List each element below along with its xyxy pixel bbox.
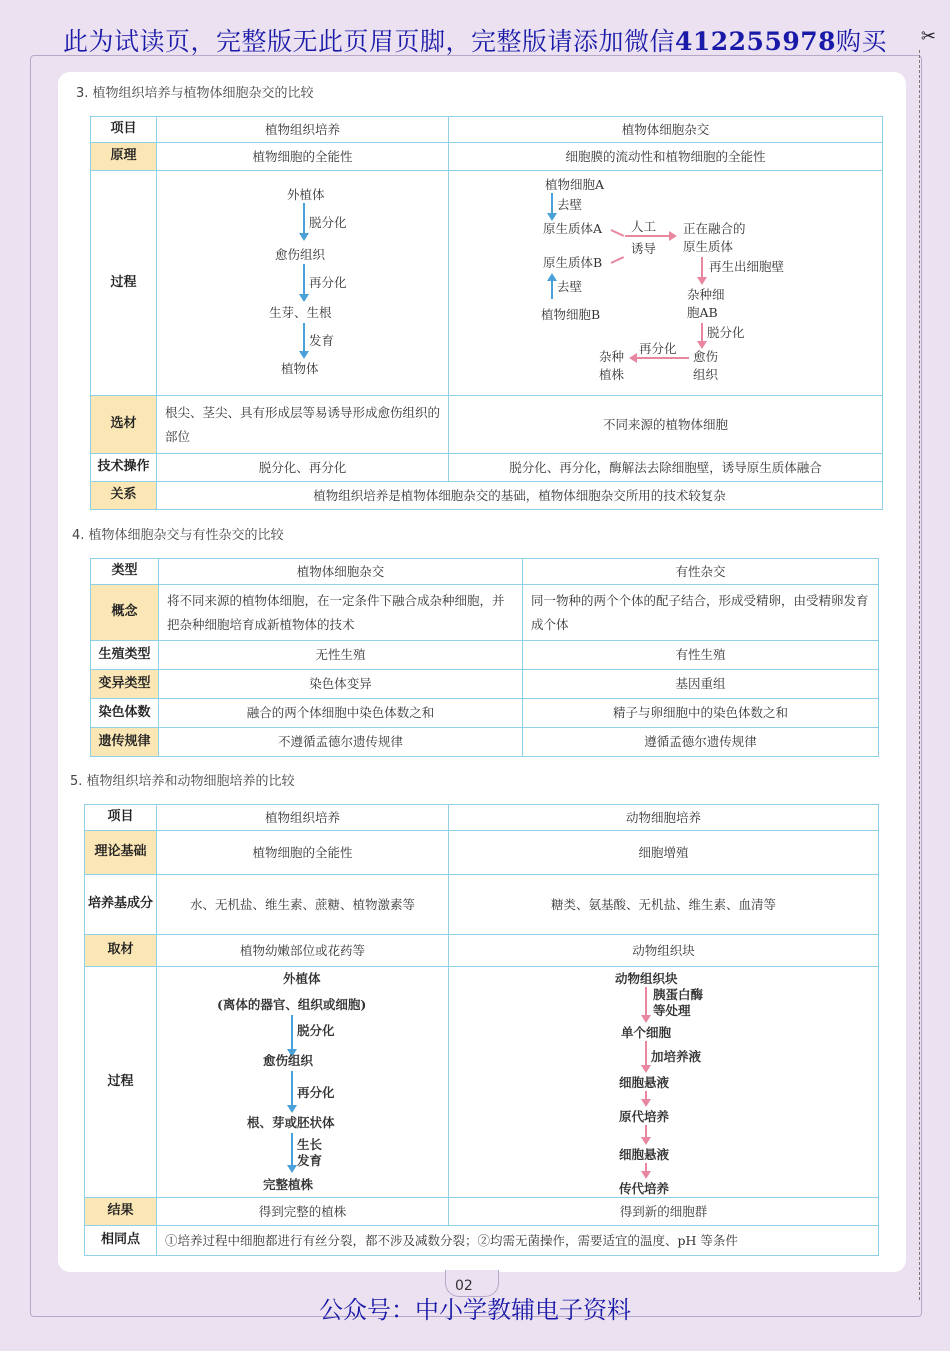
table-cell: 水、无机盐、维生素、蔗糖、植物激素等 <box>157 875 449 935</box>
arrow-down-icon <box>645 1041 647 1071</box>
flow-step: 加培养液 <box>651 1049 702 1064</box>
table-header: 类型 <box>91 559 159 585</box>
flow-node: 植株 <box>599 367 625 382</box>
flow-step: 再分化 <box>639 341 677 356</box>
scissors-icon: ✂ <box>920 26 936 47</box>
flow-node: 胞AB <box>687 305 718 320</box>
flow-step: 诱导 <box>631 241 657 256</box>
table-cell: 基因重组 <box>523 670 879 699</box>
table-cell: 得到新的细胞群 <box>449 1198 879 1226</box>
row-label: 概念 <box>91 585 159 641</box>
flow-step: 再分化 <box>309 275 347 290</box>
table-cell: 无性生殖 <box>159 641 523 670</box>
flow-node: 植物细胞A <box>545 177 605 192</box>
flow-node: 外植体 <box>287 187 325 202</box>
row-label: 变异类型 <box>91 670 159 699</box>
flow-cell <box>449 171 883 396</box>
table-header: 植物体细胞杂交 <box>159 559 523 585</box>
flow-node: 正在融合的 <box>683 221 746 236</box>
join-line <box>611 256 625 264</box>
flow-node: 原生质体 <box>683 239 734 254</box>
flow-node: 生芽、生根 <box>269 305 332 320</box>
table-cell: 植物细胞的全能性 <box>157 831 449 875</box>
join-line <box>611 229 625 237</box>
row-label: 关系 <box>91 482 157 510</box>
flow-node: 组织 <box>693 367 719 382</box>
flow-step: 等处理 <box>653 1003 691 1018</box>
row-label: 取材 <box>85 935 157 967</box>
flow-node: 原生质体A <box>543 221 603 236</box>
table-cell: 染色体变异 <box>159 670 523 699</box>
flow-node: 单个细胞 <box>621 1025 672 1040</box>
arrow-down-icon <box>645 1163 647 1177</box>
table-header: 项目 <box>91 117 157 143</box>
table-cell: 将不同来源的植物体细胞，在一定条件下融合成杂种细胞，并把杂种细胞培育成新植物体的技术 <box>159 585 523 641</box>
row-label: 相同点 <box>85 1226 157 1256</box>
table-cell: 不同来源的植物体细胞 <box>449 396 883 454</box>
table-cell: 融合的两个体细胞中染色体数之和 <box>159 699 523 728</box>
table-4 <box>90 558 879 757</box>
table-cell: 动物组织块 <box>449 935 879 967</box>
table-cell: 脱分化、再分化，酶解法去除细胞壁，诱导原生质体融合 <box>449 454 883 482</box>
flow-step: 胰蛋白酶 <box>653 987 704 1002</box>
row-label: 原理 <box>91 143 157 171</box>
flow-node: 传代培养 <box>619 1181 670 1196</box>
flow-node: 原生质体B <box>543 255 603 270</box>
flow-node: 动物组织块 <box>615 971 678 986</box>
flow-node: 愈伤 <box>693 349 719 364</box>
arrow-down-icon <box>701 257 703 283</box>
flow-step: 再分化 <box>297 1085 335 1100</box>
flow-cell <box>157 967 449 1198</box>
table-header: 有性杂交 <box>523 559 879 585</box>
flow-step: 去壁 <box>557 279 583 294</box>
arrow-up-icon <box>551 275 553 299</box>
trial-banner: 此为试读页，完整版无此页眉页脚，完整版请添加微信412255978购买 <box>62 27 888 56</box>
table-cell: 糖类、氨基酸、无机盐、维生素、血清等 <box>449 875 879 935</box>
row-label: 过程 <box>91 171 157 396</box>
flow-node: 细胞悬液 <box>619 1147 670 1162</box>
flow-node: 杂种 <box>599 349 625 364</box>
flow-cell <box>449 967 879 1198</box>
table-cell: 植物幼嫩部位或花药等 <box>157 935 449 967</box>
flow-step: 发育 <box>297 1153 323 1168</box>
row-label: 生殖类型 <box>91 641 159 670</box>
row-label: 技术操作 <box>91 454 157 482</box>
flow-step: 发育 <box>309 333 335 348</box>
row-label: 过程 <box>85 967 157 1198</box>
table-header: 植物组织培养 <box>157 805 449 831</box>
table-header: 植物体细胞杂交 <box>449 117 883 143</box>
flow-step: 去壁 <box>557 197 583 212</box>
table-cell: 同一物种的两个个体的配子结合，形成受精卵，由受精卵发育成个体 <box>523 585 879 641</box>
flow-node: 细胞悬液 <box>619 1075 670 1090</box>
row-label: 染色体数 <box>91 699 159 728</box>
flow-node: 杂种细 <box>687 287 725 302</box>
flow-node: 根、芽或胚状体 <box>247 1115 335 1130</box>
table-cell: 细胞膜的流动性和植物细胞的全能性 <box>449 143 883 171</box>
table-header: 植物组织培养 <box>157 117 449 143</box>
arrow-down-icon <box>551 193 553 219</box>
table-cell: 精子与卵细胞中的染色体数之和 <box>523 699 879 728</box>
flow-node: 植物细胞B <box>541 307 601 322</box>
arrow-down-icon <box>303 264 305 300</box>
table-5 <box>84 804 879 1256</box>
row-label: 理论基础 <box>85 831 157 875</box>
arrow-down-icon <box>303 323 305 357</box>
flow-cell <box>157 171 449 396</box>
flow-step: 人工 <box>631 219 657 234</box>
flow-step: 脱分化 <box>309 215 347 230</box>
arrow-down-icon <box>291 1071 293 1111</box>
flow-step: 脱分化 <box>707 325 745 340</box>
flow-node: 愈伤组织 <box>263 1053 314 1068</box>
table-cell: 植物细胞的全能性 <box>157 143 449 171</box>
row-label: 培养基成分 <box>85 875 157 935</box>
row-label: 遗传规律 <box>91 728 159 757</box>
footer-watermark: 公众号：中小学教辅电子资料 <box>319 1296 631 1324</box>
row-label: 选材 <box>91 396 157 454</box>
arrow-down-icon <box>645 1091 647 1105</box>
flow-step: 再生出细胞壁 <box>709 259 785 274</box>
table-cell: 有性生殖 <box>523 641 879 670</box>
flow-node: 外植体 <box>283 971 321 986</box>
flow-node: 愈伤组织 <box>275 247 326 262</box>
arrow-down-icon <box>645 1125 647 1143</box>
flow-node: (离体的器官、组织或细胞) <box>217 997 367 1012</box>
table-header: 项目 <box>85 805 157 831</box>
flow-step: 脱分化 <box>297 1023 335 1038</box>
table-cell: 植物组织培养是植物体细胞杂交的基础，植物体细胞杂交所用的技术较复杂 <box>157 482 883 510</box>
arrow-down-icon <box>291 1133 293 1171</box>
arrow-down-icon <box>645 987 647 1021</box>
section-3-title: 3. 植物组织培养与植物体细胞杂交的比较 <box>76 86 314 101</box>
arrow-down-icon <box>303 203 305 239</box>
section-5-title: 5. 植物组织培养和动物细胞培养的比较 <box>70 774 295 789</box>
row-label: 结果 <box>85 1198 157 1226</box>
table-cell: ①培养过程中细胞都进行有丝分裂，都不涉及减数分裂；②均需无菌操作，需要适宜的温度、pH 等条件 <box>157 1226 879 1256</box>
table-cell: 不遵循孟德尔遗传规律 <box>159 728 523 757</box>
table-cell: 脱分化、再分化 <box>157 454 449 482</box>
cut-line <box>919 50 920 1300</box>
table-cell: 细胞增殖 <box>449 831 879 875</box>
table-3 <box>90 116 883 510</box>
table-cell: 遵循孟德尔遗传规律 <box>523 728 879 757</box>
flow-node: 完整植株 <box>263 1177 314 1192</box>
flow-node: 原代培养 <box>619 1109 670 1124</box>
arrow-down-icon <box>701 323 703 347</box>
section-4-title: 4. 植物体细胞杂交与有性杂交的比较 <box>72 528 284 543</box>
flow-step: 生长 <box>297 1137 323 1152</box>
table-header: 动物细胞培养 <box>449 805 879 831</box>
table-cell: 得到完整的植株 <box>157 1198 449 1226</box>
page-number: 02 <box>455 1278 473 1294</box>
flow-node: 植物体 <box>281 361 319 376</box>
table-cell: 根尖、茎尖、具有形成层等易诱导形成愈伤组织的部位 <box>157 396 449 454</box>
